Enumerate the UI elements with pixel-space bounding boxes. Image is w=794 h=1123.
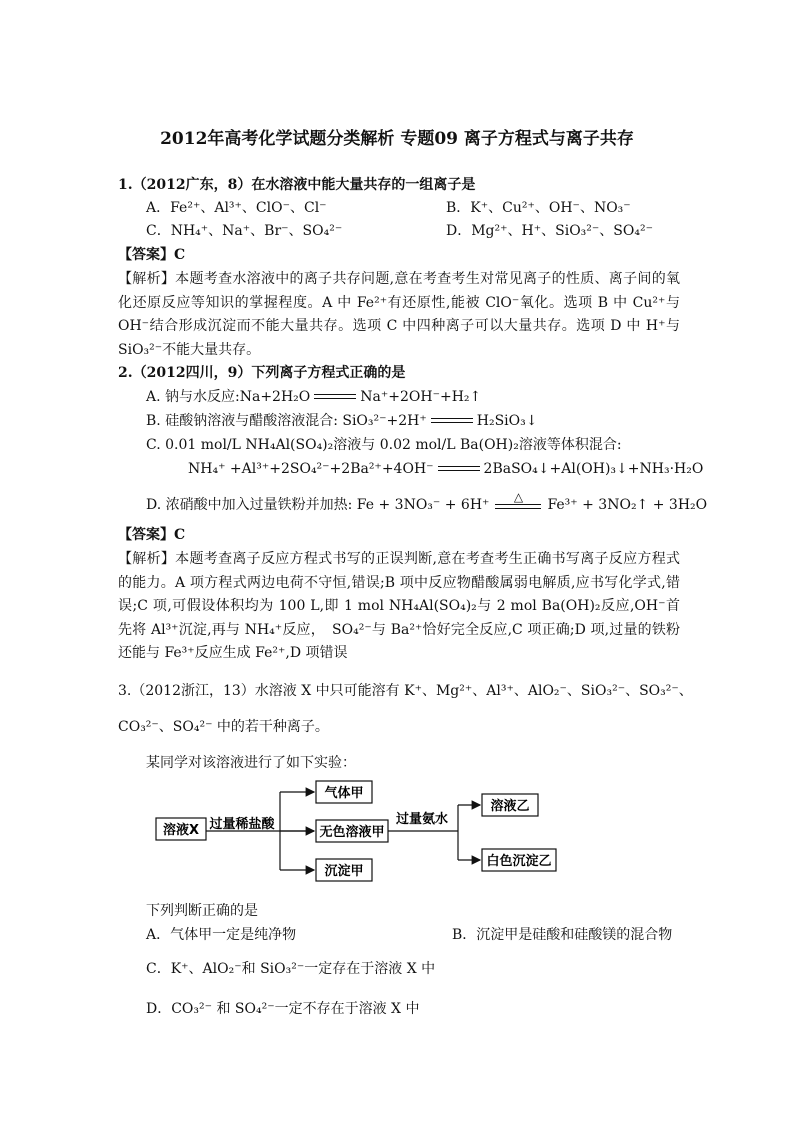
- q1-option-c: C．NH₄⁺、Na⁺、Br⁻、SO₄²⁻: [146, 223, 343, 239]
- q1-option-d: D．Mg²⁺、H⁺、SiO₃²⁻、SO₄²⁻: [446, 223, 653, 239]
- q3-stem-line2: CO₃²⁻、SO₄²⁻ 中的若干种离子。: [118, 719, 329, 735]
- q1-option-b: B．K⁺、Cu²⁺、OH⁻、NO₃⁻: [446, 200, 631, 216]
- q2-option-b: [146, 410, 537, 432]
- q2-option-c: C. 0.01 mol/L NH₄Al(SO₄)₂溶液与 0.02 mol/L Ba(OH)₂溶液等体积混合:: [146, 437, 622, 453]
- q3-option-c: C．K⁺、AlO₂⁻和 SiO₃²⁻一定存在于溶液 X 中: [146, 961, 436, 977]
- flow-solution2-label: 溶液乙: [490, 799, 530, 814]
- flow-start-label: 溶液X: [162, 823, 200, 838]
- q2-a-left: A. 钠与水反应:Na+2H₂O: [146, 389, 311, 405]
- flow-precipitate-label: 沉淀甲: [324, 864, 364, 879]
- q2-option-c-equation: [188, 458, 703, 480]
- q2-c-right: 2BaSO₄↓+Al(OH)₃↓+NH₃·H₂O: [483, 461, 704, 477]
- q2-option-d: [146, 490, 708, 516]
- q2-d-right: Fe³⁺ + 3NO₂↑ + 3H₂O: [547, 497, 708, 513]
- heat-symbol: △: [513, 490, 524, 504]
- q2-c-left: NH₄⁺ +Al³⁺+2SO₄²⁻+2Ba²⁺+4OH⁻: [188, 461, 434, 477]
- q2-option-a: [146, 386, 481, 408]
- q1-answer: 【答案】C: [118, 247, 186, 263]
- equals-arrow-icon: [438, 465, 480, 473]
- equals-arrow-icon: [314, 393, 356, 401]
- q1-option-a: A．Fe²⁺、Al³⁺、ClO⁻、Cl⁻: [146, 200, 327, 216]
- q3-question: 下列判断正确的是: [146, 903, 258, 919]
- q2-answer: 【答案】C: [118, 527, 186, 543]
- q3-intro: 某同学对该溶液进行了如下实验：: [146, 755, 356, 771]
- flow-gas-label: 气体甲: [324, 786, 364, 801]
- q2-d-left: D. 浓硝酸中加入过量铁粉并加热: Fe + 3NO₃⁻ + 6H⁺: [146, 497, 490, 513]
- equals-arrow-icon: [431, 417, 473, 425]
- q2-stem: 2.（2012四川，9）下列离子方程式正确的是: [118, 365, 406, 381]
- q2-b-right: H₂SiO₃↓: [476, 413, 538, 429]
- q2-a-right: Na⁺+2OH⁻+H₂↑: [360, 389, 482, 405]
- q3-option-b: B．沉淀甲是硅酸和硅酸镁的混合物: [452, 927, 673, 943]
- q3-option-a: A．气体甲一定是纯净物: [146, 927, 297, 943]
- q3-option-d: D．CO₃²⁻ 和 SO₄²⁻一定不存在于溶液 X 中: [146, 1001, 420, 1017]
- flow-white-ppt-label: 白色沉淀乙: [486, 854, 552, 869]
- flow-step1-label: 过量稀盐酸: [209, 817, 275, 832]
- q3-stem-line1: 3.（2012浙江，13）水溶液 X 中只可能溶有 K⁺、Mg²⁺、Al³⁺、AlO₂⁻、SiO₃²⁻、SO₃²⁻、: [118, 683, 693, 699]
- q1-analysis: 【解析】本题考查水溶液中的离子共存问题,意在考查考生对常见离子的性质、离子间的氧化还原反应等知识的掌握程度。A 中 Fe²⁺有还原性,能被 ClO⁻氧化。选项 B 中 Cu²⁺与 OH⁻结合形成沉淀而不能大量共存。选项 C 中四种离子可以大量共存。选项 D 中 H⁺与 SiO₃²⁻不能大量共存。: [118, 271, 680, 358]
- q2-b-left: B. 硅酸钠溶液与醋酸溶液混合: SiO₃²⁻+2H⁺: [146, 413, 427, 429]
- heat-arrow-icon: [495, 490, 541, 512]
- q1-stem: 1.（2012广东，8）在水溶液中能大量共存的一组离子是: [118, 177, 476, 193]
- experiment-flow-diagram: [150, 778, 690, 893]
- flow-solution-label: 无色溶液甲: [319, 825, 385, 840]
- q2-analysis: 【解析】本题考查离子反应方程式书写的正误判断,意在考查考生正确书写离子反应方程式的能力。A 项方程式两边电荷不守恒,错误;B 项中反应物醋酸属弱电解质,应书写化学式,错误;C 项,可假设体积均为 100 L,即 1 mol NH₄Al(SO₄)₂与 2 mol Ba(OH)₂反应,OH⁻首先将 Al³⁺沉淀,再与 NH₄⁺反应， SO₄²⁻与 Ba²⁺恰好完全反应,C 项正确;D 项,过量的铁粉还能与 Fe³⁺反应生成 Fe²⁺,D 项错误: [118, 551, 680, 661]
- flow-step2-label: 过量氨水: [395, 812, 449, 827]
- page-title: 2012年高考化学试题分类解析 专题09 离子方程式与离子共存: [160, 129, 634, 149]
